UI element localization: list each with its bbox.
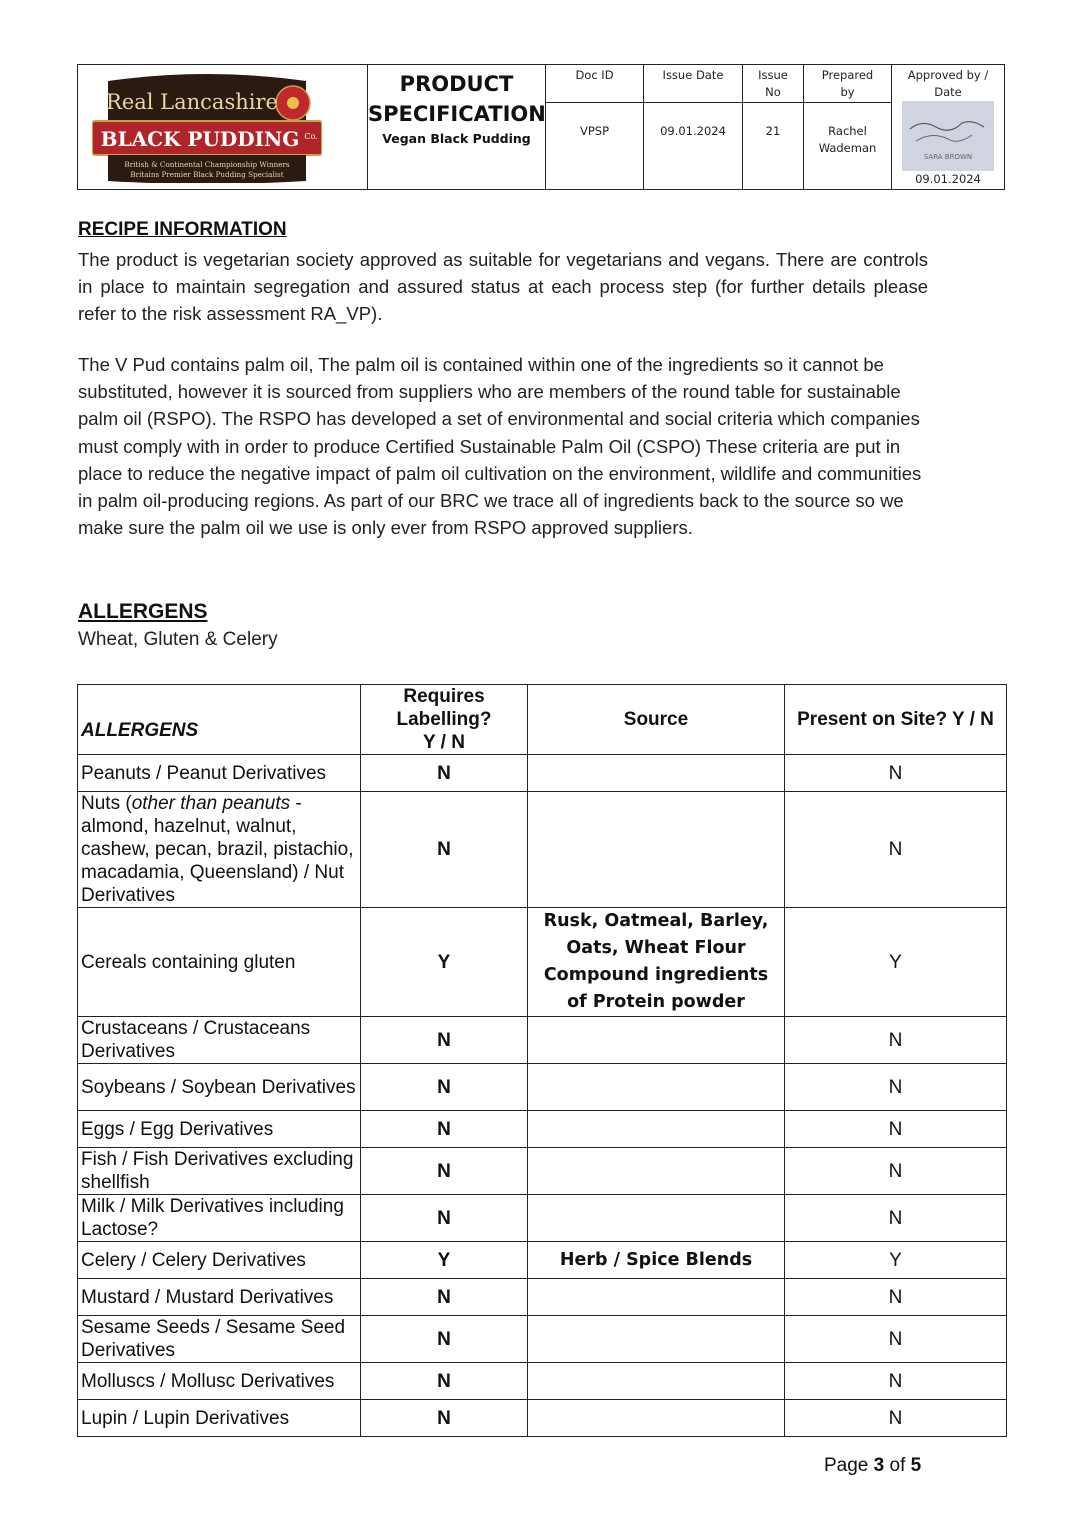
product-name: Vegan Black Pudding [382, 131, 531, 146]
col-source: Source [528, 685, 785, 755]
approved-cell [892, 65, 1005, 190]
title-cell [368, 65, 546, 190]
recipe-paragraph-2: The V Pud contains palm oil, The palm oil is contained within one of the ingredients so it cannot be substituted, however it is sourced from suppliers who are members of the round table for sustainable palm oil (RSPO). The RSPO has developed a set of environmental and social criteria which companies must comply with in order to produce Certified Sustainable Palm Oil (CSPO) These criteria are put in place to reduce the negative impact of palm oil cultivation on the environment, wildlife and communities in palm oil-producing regions. As part of our BRC we trace all of ingredients back to the source so we make sure the palm oil we use is only ever from RSPO approved suppliers. [78, 354, 922, 539]
approved-date: 09.01.2024 [915, 172, 981, 186]
table-row: Fish / Fish Derivatives excluding shellfish N N [78, 1148, 1007, 1195]
issue-date-value: 09.01.2024 [644, 103, 743, 190]
allergens-heading: ALLERGENS [78, 600, 208, 623]
table-row: Milk / Milk Derivatives including Lactose? N N [78, 1195, 1007, 1242]
table-row: Molluscs / Mollusc Derivatives N N [78, 1363, 1007, 1400]
signature-image [902, 101, 994, 171]
issue-no-label: Issue No [743, 65, 804, 103]
col-allergens: ALLERGENS [78, 685, 361, 755]
table-row: Lupin / Lupin Derivatives N N [78, 1400, 1007, 1437]
table-row: Peanuts / Peanut Derivatives N N [78, 755, 1007, 792]
table-row: Eggs / Egg Derivatives N N [78, 1111, 1007, 1148]
svg-text:British & Continental Champion: British & Continental Championship Winners [124, 160, 290, 169]
table-row: Crustaceans / Crustaceans Derivatives N N [78, 1017, 1007, 1064]
nuts-cell: Nuts (other than peanuts - almond, hazelnut, walnut, cashew, pecan, brazil, pistachio, macadamia, Queensland) / Nut Derivatives [78, 792, 361, 908]
col-requires-labelling: Requires Labelling? Y / N [361, 685, 528, 755]
table-row: Mustard / Mustard Derivatives N N [78, 1279, 1007, 1316]
col-present-on-site: Present on Site? Y / N [785, 685, 1007, 755]
table-row: Nuts (other than peanuts - almond, hazelnut, walnut, cashew, pecan, brazil, pistachio, macadamia, Queensland) / Nut Derivatives N N [78, 792, 1007, 908]
allergens-summary: Wheat, Gluten & Celery [78, 629, 278, 650]
allergens-table [77, 684, 1007, 1437]
approved-by-label: Approved by / Date [907, 68, 989, 99]
recipe-paragraph-1: The product is vegetarian society approved as suitable for vegetarians and vegans. There are controls in place to maintain segregation and assured status at each process step (for further details please refer to the risk assessment RA_VP). [78, 249, 928, 325]
document-header [77, 64, 1005, 190]
table-header-row [78, 685, 1007, 755]
svg-text:Britains Premier Black Pudding: Britains Premier Black Pudding Specialist [130, 170, 284, 179]
doc-id-value: VPSP [546, 103, 644, 190]
page-number: Page 3 of 5 [824, 1455, 922, 1476]
prepared-by-value: Rachel Wademan [804, 103, 892, 190]
table-row: Soybeans / Soybean Derivatives N N [78, 1064, 1007, 1111]
issue-no-value: 21 [743, 103, 804, 190]
recipe-heading: RECIPE INFORMATION [78, 219, 287, 240]
svg-text:Real Lancashire: Real Lancashire [106, 90, 278, 114]
table-row: Celery / Celery Derivatives Y Herb / Spice Blends Y [78, 1242, 1007, 1279]
doc-title-line2: SPECIFICATION [368, 102, 546, 126]
real-lancashire-logo [92, 73, 322, 183]
prepared-by-label: Prepared by [804, 65, 892, 103]
doc-title-line1: PRODUCT [399, 72, 514, 96]
svg-text:BLACK PUDDING: BLACK PUDDING [100, 127, 300, 151]
logo-cell [78, 65, 368, 190]
svg-text:SARA BROWN: SARA BROWN [923, 153, 973, 161]
svg-text:Co.: Co. [304, 132, 318, 141]
doc-id-label: Doc ID [546, 65, 644, 103]
table-row: Sesame Seeds / Sesame Seed Derivatives N N [78, 1316, 1007, 1363]
table-row: Cereals containing gluten Y Rusk, Oatmeal, Barley, Oats, Wheat Flour Compound ingredients of Protein powder Y [78, 908, 1007, 1017]
issue-date-label: Issue Date [644, 65, 743, 103]
